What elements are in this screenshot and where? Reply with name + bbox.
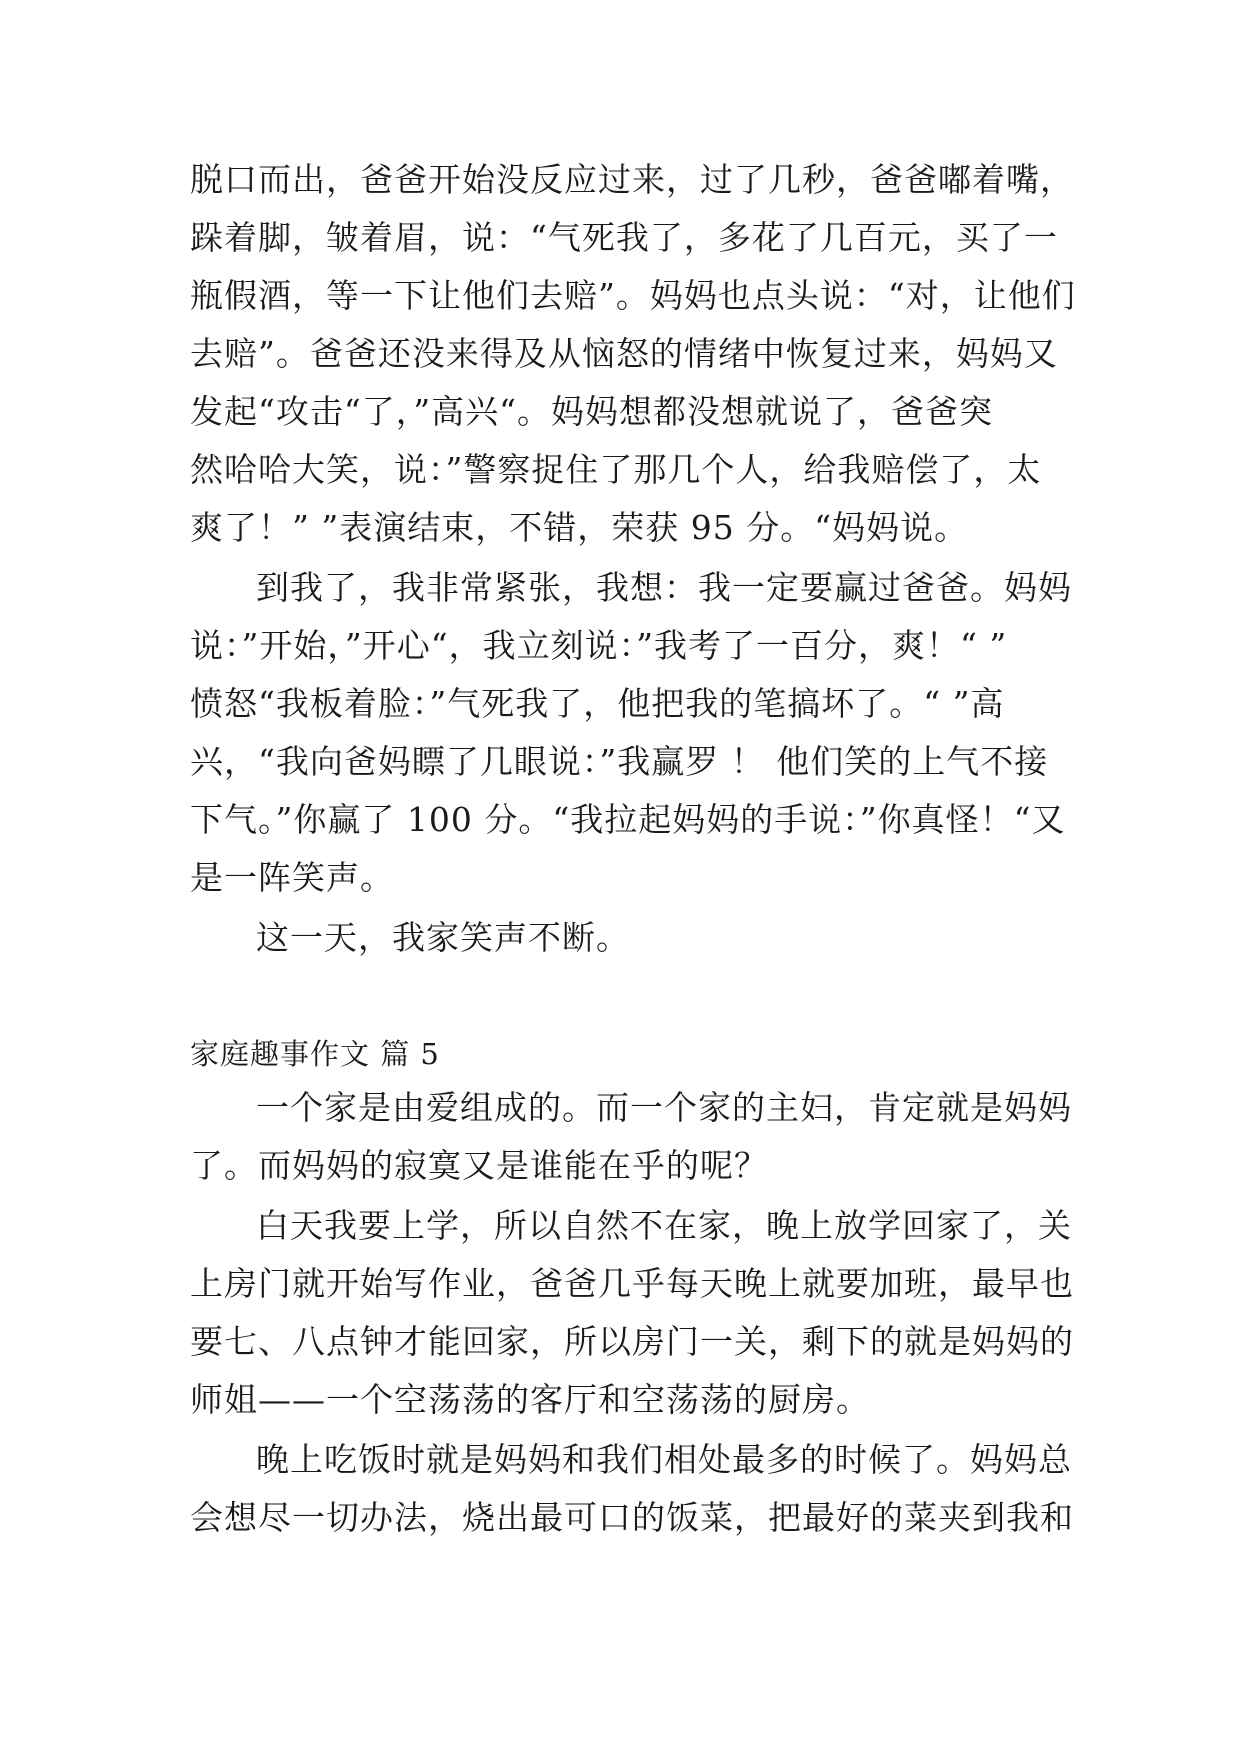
section-paragraph-1-line-2: 了。而妈妈的寂寞又是谁能在乎的呢？ [190, 1146, 768, 1185]
paragraph-2-line-1: 到我了，我非常紧张，我想：我一定要赢过爸爸。妈妈 [256, 568, 1072, 607]
paragraph-2-line-3: 愤怒“我板着脸：”气死我了，他把我的笔搞坏了。“ ”高 [190, 684, 1005, 723]
section-paragraph-3-line-1: 晚上吃饭时就是妈妈和我们相处最多的时候了。妈妈总 [256, 1440, 1072, 1479]
paragraph-2-line-6: 是一阵笑声。 [190, 858, 394, 897]
paragraph-2-line-5: 下气。”你赢了 100 分。“我拉起妈妈的手说：”你真怪！“又 [190, 800, 1066, 839]
paragraph-3-line-1: 这一天，我家笑声不断。 [256, 918, 630, 957]
paragraph-1-line-7: 爽了！” ”表演结束，不错，荣获 95 分。“妈妈说。 [190, 508, 969, 547]
section-paragraph-2-line-4: 师姐——一个空荡荡的客厅和空荡荡的厨房。 [190, 1380, 870, 1419]
paragraph-1-line-3: 瓶假酒，等一下让他们去赔”。妈妈也点头说：“对，让他们 [190, 276, 1076, 315]
paragraph-1-line-6: 然哈哈大笑，说：”警察捉住了那几个人，给我赔偿了，太 [190, 450, 1042, 489]
paragraph-2-line-4: 兴，“我向爸妈瞟了几眼说：”我赢罗 ！ 他们笑的上气不接 [190, 742, 1049, 781]
paragraph-1-line-4: 去赔”。爸爸还没来得及从恼怒的情绪中恢复过来，妈妈又 [190, 334, 1058, 373]
section-paragraph-2-line-1: 白天我要上学，所以自然不在家，晚上放学回家了，关 [256, 1206, 1072, 1245]
paragraph-1-line-2: 跺着脚，皱着眉，说：“气死我了，多花了几百元，买了一 [190, 218, 1058, 257]
paragraph-1-line-1: 脱口而出，爸爸开始没反应过来，过了几秒，爸爸嘟着嘴， [190, 160, 1074, 199]
section-paragraph-2-line-3: 要七、八点钟才能回家，所以房门一关，剩下的就是妈妈的 [190, 1322, 1074, 1361]
section-paragraph-1-line-1: 一个家是由爱组成的。而一个家的主妇，肯定就是妈妈 [256, 1088, 1072, 1127]
paragraph-1-line-5: 发起“攻击“了，”高兴“。妈妈想都没想就说了，爸爸突 [190, 392, 993, 431]
section-paragraph-3-line-2: 会想尽一切办法，烧出最可口的饭菜，把最好的菜夹到我和 [190, 1498, 1074, 1537]
section-title: 家庭趣事作文 篇 5 [190, 1037, 440, 1071]
paragraph-2-line-2: 说：”开始，”开心“，我立刻说：”我考了一百分，爽！“ ” [190, 626, 1008, 665]
section-paragraph-2-line-2: 上房门就开始写作业，爸爸几乎每天晚上就要加班，最早也 [190, 1264, 1074, 1303]
